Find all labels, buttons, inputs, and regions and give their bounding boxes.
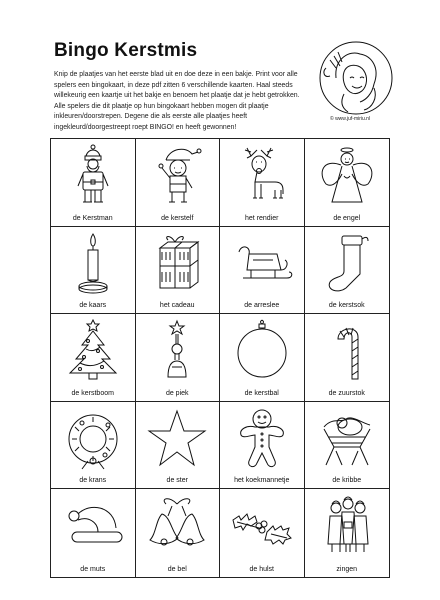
card-cell <box>51 314 136 402</box>
bells-icon <box>142 494 212 558</box>
card-label: de krans <box>79 477 107 485</box>
card-label: de arreslee <box>244 302 280 310</box>
card-cell <box>51 402 136 490</box>
logo-url: © www.juf-miriu.nl <box>330 116 371 122</box>
card-label: het cadeau <box>159 302 195 310</box>
card-cell <box>305 402 390 490</box>
card-label: de bel <box>167 565 187 573</box>
card-cell <box>220 227 305 315</box>
card-label: de kribbe <box>332 477 362 485</box>
card-cell <box>136 489 221 577</box>
card-label: het koekmannetje <box>234 477 290 485</box>
card-label: de muts <box>80 565 106 573</box>
card-cell <box>51 489 136 577</box>
star-icon <box>142 407 212 471</box>
card-label: het rendier <box>245 214 279 222</box>
candy-cane-icon <box>312 319 382 383</box>
card-label: de piek <box>165 389 189 397</box>
reindeer-icon <box>227 144 297 208</box>
card-cell <box>220 139 305 227</box>
manger-icon <box>312 407 382 471</box>
hat-icon <box>58 494 128 558</box>
wreath-icon <box>58 407 128 471</box>
card-cell <box>305 139 390 227</box>
card-label: de kerstbal <box>244 389 279 397</box>
card-cell <box>220 314 305 402</box>
santa-icon <box>58 144 128 208</box>
holly-icon <box>227 494 297 558</box>
card-cell <box>220 402 305 490</box>
card-cell <box>136 402 221 490</box>
stocking-icon <box>312 232 382 296</box>
elf-icon <box>142 144 212 208</box>
christmas-tree-icon <box>58 319 128 383</box>
card-cell <box>136 314 221 402</box>
gift-icon <box>142 232 212 296</box>
card-label: de kaars <box>79 302 107 310</box>
card-label: de hulst <box>249 565 275 573</box>
card-label: zingen <box>336 565 358 573</box>
ornament-icon <box>227 319 297 383</box>
card-label: de Kerstman <box>72 214 113 222</box>
bingo-card-grid <box>50 138 390 578</box>
page-title: Bingo Kerstmis <box>54 40 198 61</box>
sleigh-icon <box>227 232 297 296</box>
card-cell <box>51 227 136 315</box>
card-cell <box>305 227 390 315</box>
card-cell <box>136 227 221 315</box>
tree-topper-icon <box>142 319 212 383</box>
gingerbread-man-icon <box>227 407 297 471</box>
logo <box>314 38 396 122</box>
instructions-text: Knip de plaatjes van het eerste blad uit en doe deze in een bakje. Print voor alle spelers een bingokaart, in deze pdf zitten 6 verschillende kaarten. Haal steeds willekeurig een kaartje uit het bakje en benoem het plaatje dat je hebt getrokken. Alle spelers die dit plaatje op hun bingokaart hebben mogen dit plaatje inkleuren/doorstrepen. Degene die als eerste alle plaatjes heeft ingekleurd/doorgestreept roept BINGO! en heeft gewonnen! <box>54 71 300 131</box>
card-label: de kerstsok <box>328 302 365 310</box>
card-cell <box>305 314 390 402</box>
card-cell <box>220 489 305 577</box>
card-label: de ster <box>166 477 188 485</box>
angel-icon <box>312 144 382 208</box>
candle-icon <box>58 232 128 296</box>
card-label: de engel <box>333 214 361 222</box>
card-cell <box>51 139 136 227</box>
card-label: de kerstboom <box>71 389 114 397</box>
card-label: de kerstelf <box>161 214 194 222</box>
carolers-icon <box>312 494 382 558</box>
card-cell <box>136 139 221 227</box>
card-cell <box>305 489 390 577</box>
card-label: de zuurstok <box>328 389 365 397</box>
